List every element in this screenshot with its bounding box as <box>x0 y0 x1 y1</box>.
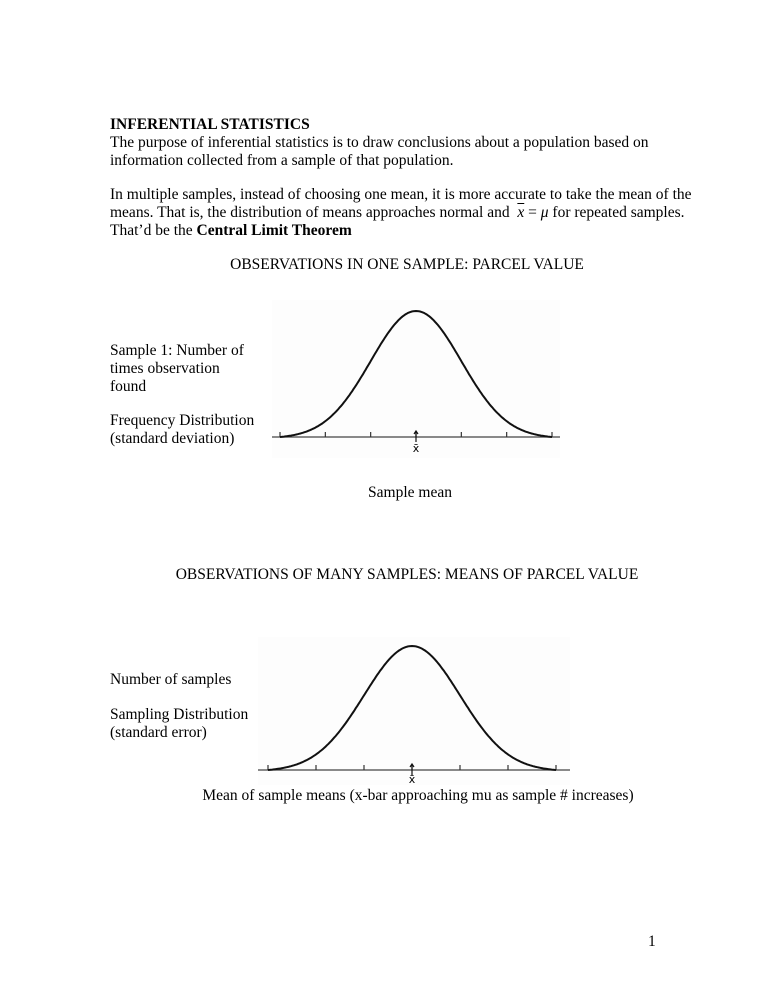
section1-ylabel: found <box>110 378 147 395</box>
section2-dist-label: (standard error) <box>110 724 207 741</box>
section1-ylabel: times observation <box>110 360 220 377</box>
frequency-distribution-chart <box>272 300 560 458</box>
clt-term: Central Limit Theorem <box>196 222 352 239</box>
section2-dist-label: Sampling Distribution <box>110 706 249 723</box>
section1-dist-label: (standard deviation) <box>110 430 235 447</box>
intro-line: information collected from a sample of that population. <box>110 152 454 169</box>
equals-sign: = <box>524 204 541 221</box>
section1-caption: Sample mean <box>368 484 452 501</box>
section2-title: OBSERVATIONS OF MANY SAMPLES: MEANS OF PARCEL VALUE <box>175 566 639 583</box>
mean-marker-label: x̄ <box>408 773 416 785</box>
section2-ylabel: Number of samples <box>110 671 232 688</box>
intro-line: The purpose of inferential statistics is to draw conclusions about a population based on <box>110 134 649 151</box>
normal-curve <box>280 311 552 437</box>
para-text: That’d be the <box>110 222 197 239</box>
normal-curve <box>268 646 556 770</box>
section2-caption: Mean of sample means (x-bar approaching mu as sample # increases) <box>202 787 634 804</box>
mu-symbol: μ <box>540 204 549 221</box>
para-text: means. That is, the distribution of means approaches normal and <box>110 204 510 221</box>
mean-marker-label: x̄ <box>412 442 420 455</box>
section1-title: OBSERVATIONS IN ONE SAMPLE: PARCEL VALUE <box>230 256 584 273</box>
para-line <box>110 222 352 239</box>
section1-ylabel: Sample 1: Number of <box>110 342 244 359</box>
page-number: 1 <box>648 933 656 950</box>
para-line: In multiple samples, instead of choosing one mean, it is more accurate to take the mean of the <box>110 186 692 203</box>
sampling-distribution-chart <box>258 637 570 785</box>
section1-dist-label: Frequency Distribution <box>110 412 255 429</box>
para-text: for repeated samples. <box>548 204 685 221</box>
xbar-symbol: $\overline{x}$ <box>517 204 525 221</box>
para-line <box>110 204 685 221</box>
page-heading: INFERENTIAL STATISTICS <box>110 116 310 133</box>
